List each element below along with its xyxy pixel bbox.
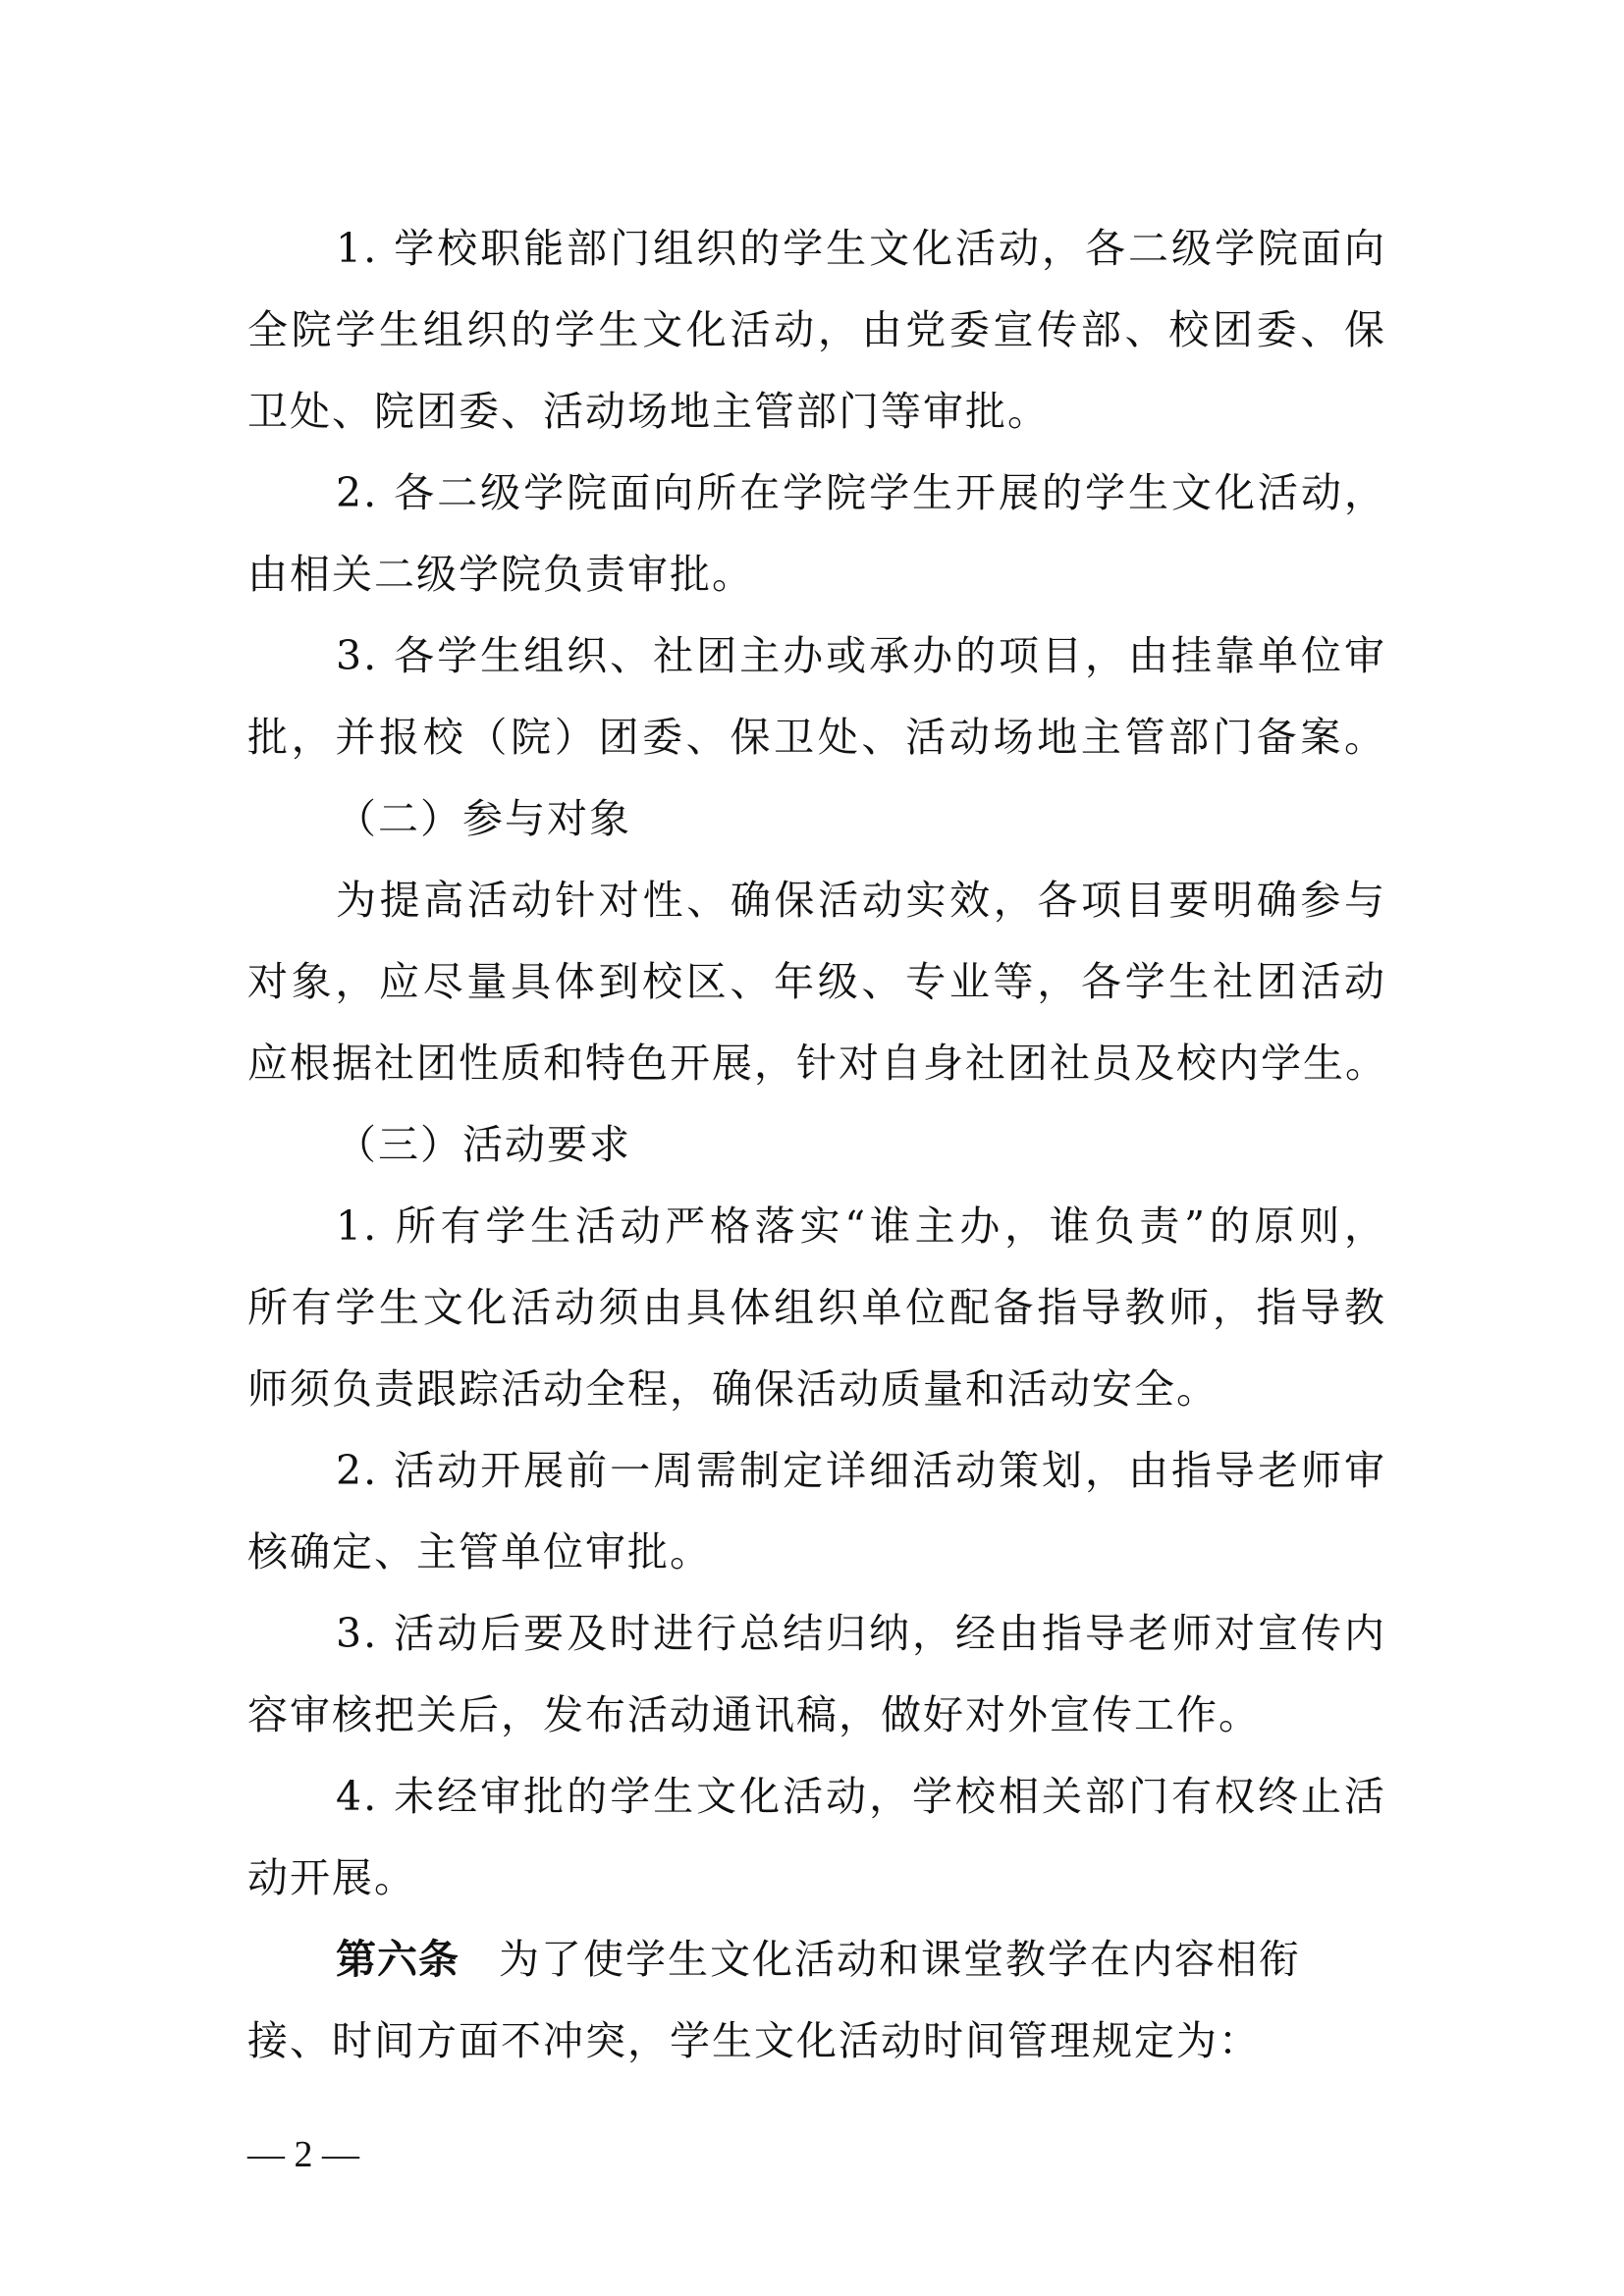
section-heading: （三）活动要求 [336, 1121, 631, 1168]
text-line: 3. 各学生组织、社团主办或承办的项目，由挂靠单位审 [336, 632, 1386, 679]
text-line: 由相关二级学院负责审批。 [247, 551, 754, 598]
text-line: 2. 活动开展前一周需制定详细活动策划，由指导老师审 [336, 1447, 1386, 1494]
text-line: 3. 活动后要及时进行总结归纳，经由指导老师对宣传内 [336, 1610, 1386, 1657]
text-line: 1. 学校职能部门组织的学生文化活动，各二级学院面向 [336, 225, 1386, 272]
article-label: 第六条 [336, 1936, 460, 1983]
text-line: 所有学生文化活动须由具体组织单位配备指导教师，指导教 [247, 1284, 1386, 1331]
text-line: 2. 各二级学院面向所在学院学生开展的学生文化活动， [336, 469, 1386, 516]
text-line: 接、时间方面不冲突，学生文化活动时间管理规定为： [247, 2017, 1261, 2064]
article-text: 为了使学生文化活动和课堂教学在内容相衔 [499, 1936, 1301, 1983]
text-line: 全院学生组织的学生文化活动，由党委宣传部、校团委、保 [247, 306, 1386, 353]
text-line: 动开展。 [247, 1854, 416, 1901]
text-line: 批，并报校（院）团委、保卫处、活动场地主管部门备案。 [247, 714, 1386, 761]
text-line: 容审核把关后，发布活动通讯稿，做好对外宣传工作。 [247, 1691, 1261, 1738]
text-line: 对象，应尽量具体到校区、年级、专业等，各学生社团活动 [247, 958, 1386, 1005]
text-line: 应根据社团性质和特色开展，针对自身社团社员及校内学生。 [247, 1040, 1387, 1087]
text-line: 核确定、主管单位审批。 [247, 1528, 712, 1575]
section-heading: （二）参与对象 [336, 795, 631, 842]
text-line: 1. 所有学生活动严格落实“谁主办，谁负责”的原则， [336, 1202, 1386, 1250]
text-line: 师须负责跟踪活动全程，确保活动质量和活动安全。 [247, 1365, 1218, 1413]
article-line [336, 1932, 1386, 1987]
text-line: 4. 未经审批的学生文化活动，学校相关部门有权终止活 [336, 1773, 1386, 1820]
text-line: 卫处、院团委、活动场地主管部门等审批。 [247, 388, 1050, 435]
text-line: 为提高活动针对性、确保活动实效，各项目要明确参与 [336, 877, 1386, 924]
page-number: — 2 — [247, 2134, 359, 2175]
